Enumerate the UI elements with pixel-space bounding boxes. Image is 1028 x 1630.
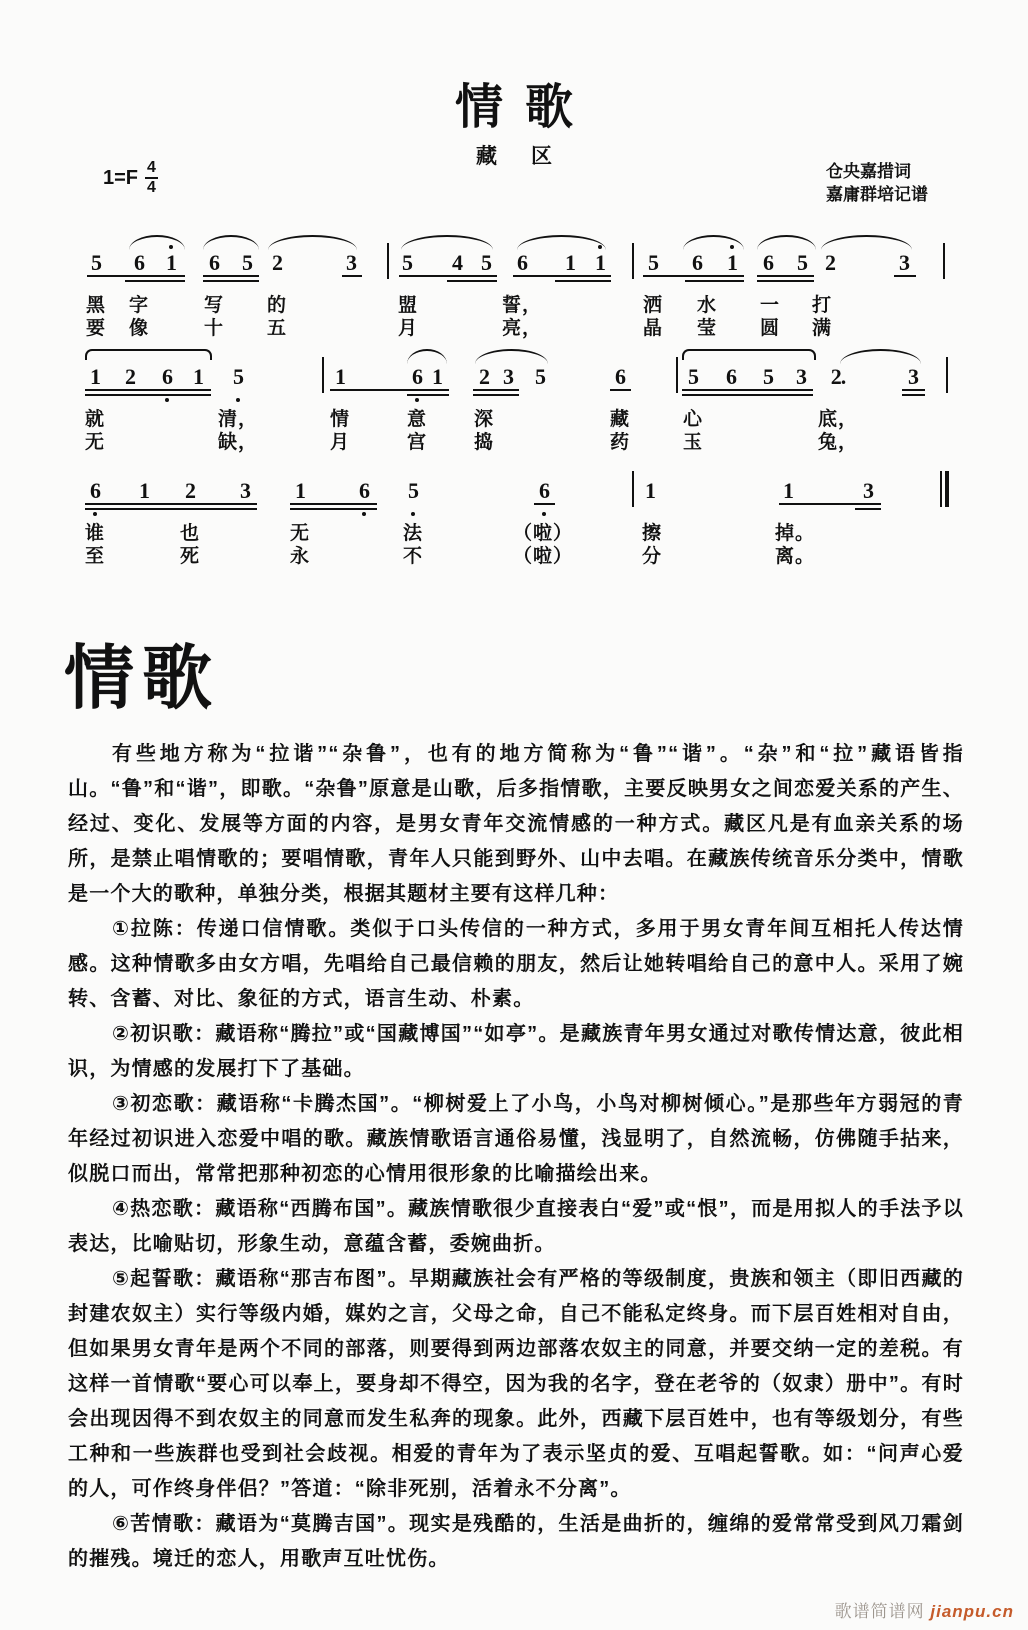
meter-denominator: 4 [147, 179, 156, 196]
slur-mark [683, 235, 744, 250]
beam-underline [555, 280, 611, 282]
score-line-2 [85, 348, 965, 452]
note-digit: 1 [432, 364, 442, 389]
lyric-syllable: 写 [203, 295, 224, 316]
note-digit: 6 [517, 250, 527, 275]
article-paragraph: ②初识歌：藏语称“腾拉”或“国藏博国”“如亭”。是藏族青年男女通过对歌传情达意，彼此相识，为情感的发展打下了基础。 [68, 1023, 964, 1080]
lyric-syllable: 药 [609, 432, 630, 453]
barline [632, 243, 634, 279]
lyric-syllable: 玉 [682, 432, 703, 453]
lyric-syllable: （啦） [512, 523, 573, 544]
lyric-syllable: 五 [266, 318, 287, 339]
lyric-syllable: 字 [128, 295, 149, 316]
note-digit: 6 [763, 250, 773, 275]
lyric-syllable: 莹 [696, 318, 717, 339]
octave-dot-above [169, 245, 173, 249]
note-digit: 5 [91, 250, 101, 275]
slur-mark [401, 235, 493, 250]
octave-dot-below [542, 512, 546, 516]
note-digit: 5 [648, 250, 658, 275]
note-digit: 2 [272, 250, 282, 275]
watermark-site-name: 歌谱简谱网 [834, 1602, 925, 1621]
slur-mark [475, 349, 548, 364]
note-digit: 5 [797, 250, 807, 275]
slur-mark [407, 349, 447, 364]
article-paragraph: ⑥苦情歌：藏语为“莫腾吉国”。现实是残酷的，生活是曲折的，缠绵的爱常常受到风刀霜剑的摧残。境迁的恋人，用歌声互吐忧伤。 [68, 1513, 964, 1570]
lyric-syllable: 无 [289, 523, 310, 544]
lyric-syllable: 分 [641, 546, 662, 567]
key-signature [103, 160, 158, 196]
lyric-syllable: 缺， [217, 432, 258, 453]
note-digit: 3 [346, 250, 356, 275]
slur-mark [682, 349, 816, 360]
lyric-syllable: 打 [811, 295, 832, 316]
barline [322, 357, 324, 393]
note-digit: 6 [359, 478, 369, 503]
note-digit: 5 [763, 364, 773, 389]
note-digit: 1 [595, 250, 605, 275]
note-digit: 3 [863, 478, 873, 503]
barline [940, 471, 942, 507]
octave-dot-below [165, 398, 169, 402]
lyric-syllable: 底， [817, 409, 858, 430]
note-digit: 3 [908, 364, 918, 389]
article-paragraph: ⑤起誓歌：藏语称“那吉布图”。早期藏族社会有严格的等级制度，贵族和领主（即旧西藏的封建农奴主）实行等级内婚，媒妁之言，父母之命，自己不能私定终身。而下层百姓相对自由，但如果男女青年是两个不同的部落，则要得到两边部落农奴主的同意，并要交纳一定的差税。有这样一首情歌“要心可以奉上，要身却不得空，因为我的名字，登在老爷的（奴隶）册中”。有时会出现因得不到农奴主的同意而发生私奔的现象。此外，西藏下层百姓中，也有等级划分，有些工种和一些族群也受到社会歧视。相爱的青年为了表示坚贞的爱、互唱起誓歌。如：“问声心爱的人，可作终身伴侣？”答道：“除非死别，活着永不分离”。 [68, 1268, 964, 1500]
lyric-syllable: 要 [85, 318, 106, 339]
note-digit: 3 [503, 364, 513, 389]
note-digit: 2 [185, 478, 195, 503]
beam-underline [685, 280, 744, 282]
beam-underline [447, 280, 497, 282]
lyric-syllable: 月 [329, 432, 350, 453]
lyric-syllable: 掉。 [774, 523, 815, 544]
note-digit: 3 [796, 364, 806, 389]
note-digit: 1 [335, 364, 345, 389]
lyric-syllable: 月 [397, 318, 418, 339]
barline [676, 357, 678, 393]
octave-dot-above [598, 245, 602, 249]
octave-dot-above [730, 245, 734, 249]
beam-underline [682, 394, 813, 396]
lyric-syllable: 的 [266, 295, 287, 316]
lyric-syllable: 不 [402, 546, 423, 567]
lyric-syllable: 满 [811, 318, 832, 339]
lyric-syllable: 亮， [501, 318, 542, 339]
lyric-syllable: 也 [179, 523, 200, 544]
note-digit: 1 [783, 478, 793, 503]
lyric-syllable: 就 [84, 409, 105, 430]
slur-mark [203, 235, 259, 250]
beam-underline [290, 508, 377, 510]
note-digit: 6 [692, 250, 702, 275]
octave-dot-below [236, 398, 240, 402]
note-digit: 2 [479, 364, 489, 389]
note-digit: 1 [139, 478, 149, 503]
watermark [835, 1597, 1014, 1622]
note-digit: 6 [726, 364, 736, 389]
note-digit: 5 [402, 250, 412, 275]
article-paragraph: ④热恋歌：藏语称“西腾布国”。藏族情歌很少直接表白“爱”或“恨”，而是用拟人的手法予以表达，比喻贴切，形象生动，意蕴含蓄，委婉曲折。 [68, 1198, 964, 1255]
lyric-syllable: 黑 [85, 295, 106, 316]
beam-underline [855, 508, 881, 510]
note-digit: 6 [539, 478, 549, 503]
lyric-syllable: 捣 [473, 432, 494, 453]
note-digit: 2 [825, 250, 835, 275]
lyric-syllable: 心 [682, 409, 703, 430]
slur-mark [757, 235, 816, 250]
barline [946, 357, 948, 393]
note-digit: 5 [481, 250, 491, 275]
note-digit: 6 [412, 364, 422, 389]
lyric-syllable: 无 [84, 432, 105, 453]
note-digit: 5 [688, 364, 698, 389]
slur-mark [268, 235, 357, 250]
lyric-syllable: 洒 [642, 295, 663, 316]
note-digit: 6 [615, 364, 625, 389]
lyric-syllable: 盟 [397, 295, 418, 316]
note-digit: 2 [125, 364, 135, 389]
lyric-syllable: 擦 [641, 523, 662, 544]
note-digit: 5 [408, 478, 418, 503]
note-digit: 1 [295, 478, 305, 503]
slur-mark [840, 349, 921, 364]
beam-underline [125, 280, 185, 282]
song-subtitle: 藏区 [476, 145, 586, 168]
slur-mark [129, 235, 185, 250]
lyric-syllable: 离。 [774, 546, 815, 567]
lyric-syllable: 水 [696, 295, 717, 316]
article-paragraph: ③初恋歌：藏语称“卡腾杰国”。“柳树爱上了小鸟，小鸟对柳树倾心。”是那些年方弱冠的青年经过初识进入恋爱中唱的歌。藏族情歌语言通俗易懂，浅显明了，自然流畅，仿佛随手拈来，似脱口而出，常常把那种初恋的心情用很形象的比喻描绘出来。 [68, 1093, 964, 1185]
article-title: 情歌 [64, 639, 220, 717]
note-digit: 1 [727, 250, 737, 275]
lyric-syllable: 清， [217, 409, 258, 430]
lyric-syllable: 意 [406, 409, 427, 430]
lyric-syllable: 圆 [759, 318, 780, 339]
octave-dot-below [415, 398, 419, 402]
beam-underline [203, 280, 259, 282]
article-body [68, 737, 964, 1577]
lyric-syllable: 法 [402, 523, 423, 544]
note-digit: 1 [193, 364, 203, 389]
lyric-syllable: 晶 [642, 318, 663, 339]
credits [826, 160, 928, 206]
beam-underline [85, 508, 257, 510]
note-digit: 2. [830, 364, 846, 389]
note-digit: 3 [899, 250, 909, 275]
note-digit: 5 [535, 364, 545, 389]
lyric-syllable: 情 [329, 409, 350, 430]
meter-numerator: 4 [145, 160, 158, 179]
score-line-1 [85, 234, 965, 338]
note-digit: 5 [233, 364, 243, 389]
lyric-syllable: 谁 [84, 523, 105, 544]
transcriber-credit: 嘉庸群培记谱 [826, 185, 928, 204]
lyric-syllable: 深 [473, 409, 494, 430]
lyric-syllable: 誓， [501, 295, 542, 316]
lyric-syllable: 至 [84, 546, 105, 567]
time-signature [145, 160, 158, 196]
note-digit: 6 [90, 478, 100, 503]
lyricist-credit: 仓央嘉措词 [826, 162, 911, 181]
note-digit: 1 [565, 250, 575, 275]
lyric-syllable: 宫 [406, 432, 427, 453]
beam-underline [902, 394, 925, 396]
lyric-syllable: 像 [128, 318, 149, 339]
beam-underline [407, 394, 449, 396]
barline [387, 243, 389, 279]
lyric-syllable: 永 [289, 546, 310, 567]
note-digit: 4 [452, 250, 462, 275]
note-digit: 6 [162, 364, 172, 389]
lyric-syllable: 兔， [817, 432, 858, 453]
note-digit: 3 [240, 478, 250, 503]
lyric-syllable: 藏 [609, 409, 630, 430]
octave-dot-below [93, 512, 97, 516]
slur-mark [517, 235, 606, 250]
beam-underline [757, 280, 814, 282]
watermark-domain: jianpu.cn [930, 1602, 1014, 1621]
barline [632, 471, 634, 507]
beam-underline [473, 394, 519, 396]
lyric-syllable: （啦） [512, 546, 573, 567]
beam-underline [85, 394, 211, 396]
note-digit: 6 [134, 250, 144, 275]
article-paragraph: ①拉陈：传递口信情歌。类似于口头传信的一种方式，多用于男女青年间互相托人传达情感。这种情歌多由女方唱，先唱给自己最信赖的朋友，然后让她转唱给自己的意中人。采用了婉转、含蓄、对比、象征的方式，语言生动、朴素。 [68, 918, 964, 1010]
lyric-syllable: 一 [759, 295, 780, 316]
article-paragraph: 有些地方称为“拉谐”“杂鲁”，也有的地方简称为“鲁”“谐”。“杂”和“拉”藏语皆指山。“鲁”和“谐”，即歌。“杂鲁”原意是山歌，后多指情歌，主要反映男女之间恋爱关系的产生、经过、变化、发展等方面的内容，是男女青年交流情感的一种方式。藏区凡是有血亲关系的场所，是禁止唱情歌的；要唱情歌，青年人只能到野外、山中去唱。在藏族传统音乐分类中，情歌是一个大的歌种，单独分类，根据其题材主要有这样几种： [68, 743, 964, 905]
lyric-syllable: 死 [179, 546, 200, 567]
octave-dot-below [411, 512, 415, 516]
score-line-3 [85, 462, 965, 566]
barline [943, 243, 945, 279]
song-title: 情歌 [454, 81, 595, 134]
note-digit: 1 [645, 478, 655, 503]
key-label: 1=F [103, 166, 139, 189]
slur-mark [821, 235, 912, 250]
note-digit: 1 [166, 250, 176, 275]
note-digit: 6 [209, 250, 219, 275]
note-digit: 1 [90, 364, 100, 389]
note-digit: 5 [242, 250, 252, 275]
lyric-syllable: 十 [203, 318, 224, 339]
slur-mark [85, 349, 212, 360]
octave-dot-below [362, 512, 366, 516]
barline-thick [945, 471, 949, 507]
